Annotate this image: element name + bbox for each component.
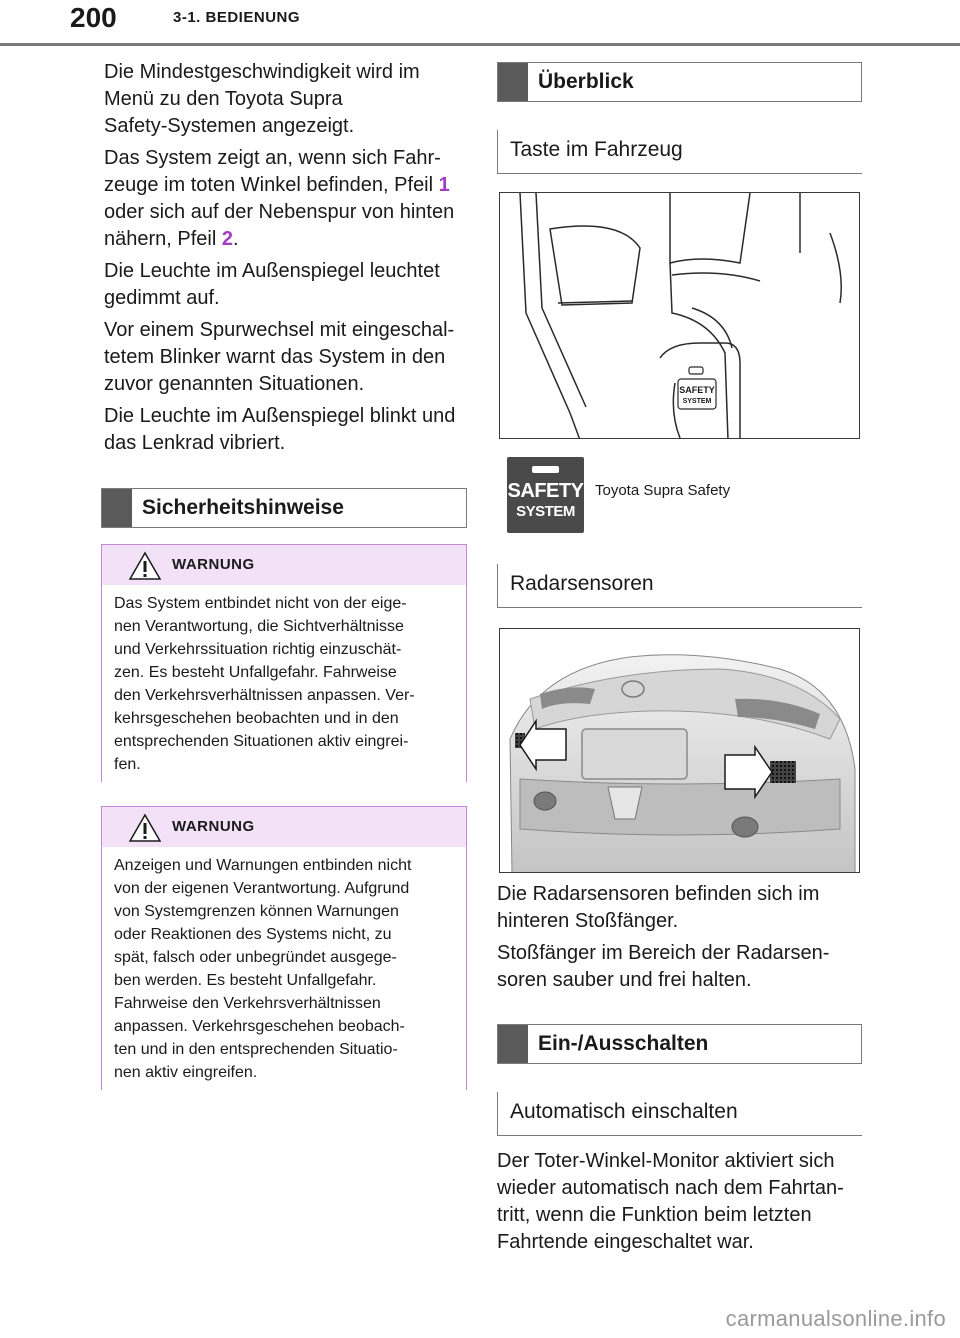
text-line: entsprechenden Situationen aktiv eingrei-	[114, 733, 409, 750]
console-button-label-safety: SAFETY	[679, 385, 715, 395]
warning-triangle-icon	[128, 813, 162, 843]
text-line: oder Reaktionen des Systems nicht, zu	[114, 926, 392, 943]
text-line: ten und in den entsprechenden Situatio-	[114, 1041, 398, 1058]
text-line: ben werden. Es besteht Unfallgefahr.	[114, 972, 377, 989]
text-line: Der Toter-Winkel-Monitor aktiviert sich	[497, 1150, 835, 1172]
paragraph-radar-clean	[497, 940, 867, 994]
paragraph-auto-activation	[497, 1148, 867, 1256]
text-line: fen.	[114, 756, 141, 773]
warning-title: WARNUNG	[172, 556, 255, 573]
paragraph-mirror-dim	[104, 258, 474, 312]
subheader-title: Automatisch einschalten	[510, 1100, 738, 1123]
paragraph-mirror-blink	[104, 403, 474, 457]
text-line: Anzeigen und Warnungen entbinden nicht	[114, 857, 412, 874]
text-fragment: .	[232, 228, 239, 250]
text-line: Stoßfänger im Bereich der Radarsen-	[497, 942, 830, 964]
header-divider	[0, 43, 960, 46]
text-line: von der eigenen Verantwortung. Aufgrund	[114, 880, 410, 897]
subheader-button-in-vehicle	[497, 130, 862, 174]
text-line: tritt, wenn die Funktion beim letzten	[497, 1204, 812, 1226]
section-title: Ein-/Ausschalten	[538, 1032, 709, 1055]
subheader-auto-on	[497, 1092, 862, 1136]
section-tab	[102, 489, 132, 527]
text-line: hinteren Stoßfänger.	[497, 910, 679, 932]
text-line: Fahrweise den Verkehrsverhältnissen	[114, 995, 381, 1012]
text-line: wieder automatisch nach dem Fahrtan-	[497, 1177, 844, 1199]
text-line: Die Radarsensoren befinden sich im	[497, 883, 820, 905]
text-line: zuvor genannten Situationen.	[104, 373, 365, 395]
text-line: oder sich auf der Nebenspur von hinten	[104, 201, 455, 223]
subheader-title: Taste im Fahrzeug	[510, 138, 683, 161]
warning-box-1	[101, 544, 467, 782]
text-line: Die Mindestgeschwindigkeit wird im	[104, 61, 420, 83]
text-line: von Systemgrenzen können Warnungen	[114, 903, 399, 920]
text-line: Die Leuchte im Außenspiegel leuchtet	[104, 260, 440, 282]
figure-console-button	[499, 192, 860, 439]
warning-text	[102, 585, 466, 783]
icon-label-system: SYSTEM	[516, 503, 575, 520]
text-line: kehrsgeschehen beobachten und in den	[114, 710, 399, 727]
paragraph-min-speed	[104, 59, 474, 140]
console-illustration	[500, 193, 860, 439]
text-line: tetem Blinker warnt das System in den	[104, 346, 446, 368]
text-line	[104, 172, 474, 199]
text-line: Vor einem Spurwechsel mit eingeschal-	[104, 319, 455, 341]
text-line: Fahrtende eingeschaltet war.	[497, 1231, 754, 1253]
icon-label-safety: SAFETY	[507, 480, 584, 502]
rear-bumper-illustration	[500, 629, 860, 873]
section-safety-notes	[101, 488, 467, 528]
subheader-radar-sensors	[497, 564, 862, 608]
section-on-off	[497, 1024, 862, 1064]
text-line	[104, 226, 474, 253]
warning-box-2	[101, 806, 467, 1090]
text-line: spät, falsch oder unbegründet ausgege-	[114, 949, 397, 966]
console-button-label-system: SYSTEM	[682, 398, 712, 405]
section-tab	[498, 1025, 528, 1063]
warning-title: WARNUNG	[172, 818, 255, 835]
paragraph-radar-location	[497, 881, 867, 935]
text-line: und Verkehrssituation richtig einzuschät-	[114, 641, 402, 658]
section-overview	[497, 62, 862, 102]
text-line: gedimmt auf.	[104, 287, 220, 309]
section-tab	[498, 63, 528, 101]
text-line: anpassen. Verkehrsgeschehen beobach-	[114, 1018, 405, 1035]
text-line: Menü zu den Toyota Supra	[104, 88, 343, 110]
text-line: nen Verantwortung, die Sichtverhältnisse	[114, 618, 404, 635]
text-line: nen aktiv eingreifen.	[114, 1064, 258, 1081]
chapter-title: 3-1. BEDIENUNG	[173, 9, 301, 26]
text-line: Das System zeigt an, wenn sich Fahr-	[104, 147, 441, 169]
text-line: soren sauber und frei halten.	[497, 969, 752, 991]
text-line: das Lenkrad vibriert.	[104, 432, 286, 454]
text-line: Das System entbindet nicht von der eige-	[114, 595, 407, 612]
safety-system-button-icon	[507, 457, 584, 533]
text-line: zen. Es besteht Unfallgefahr. Fahrweise	[114, 664, 397, 681]
button-caption: Toyota Supra Safety	[595, 482, 731, 499]
warning-text	[102, 847, 466, 1091]
section-title: Sicherheitshinweise	[142, 496, 344, 519]
figure-rear-bumper	[499, 628, 860, 873]
paragraph-lane-change	[104, 317, 474, 398]
paragraph-blind-spot	[104, 145, 474, 253]
button-indicator-icon	[532, 466, 559, 473]
text-fragment: nähern, Pfeil	[104, 228, 222, 250]
section-title: Überblick	[538, 70, 634, 93]
text-fragment: zeuge im toten Winkel befinden, Pfeil	[104, 174, 439, 196]
arrow-number-2: 2	[221, 228, 233, 250]
text-line: Die Leuchte im Außenspiegel blinkt und	[104, 405, 456, 427]
page-number: 200	[70, 2, 117, 33]
warning-triangle-icon	[128, 551, 162, 581]
warning-header	[102, 807, 466, 848]
subheader-title: Radarsensoren	[510, 572, 654, 595]
text-line: den Verkehrsverhältnissen anpassen. Ver-	[114, 687, 415, 704]
warning-header	[102, 545, 466, 586]
text-line: Safety-Systemen angezeigt.	[104, 115, 355, 137]
arrow-number-1: 1	[438, 174, 450, 196]
watermark: carmanualsonline.info	[725, 1306, 946, 1331]
